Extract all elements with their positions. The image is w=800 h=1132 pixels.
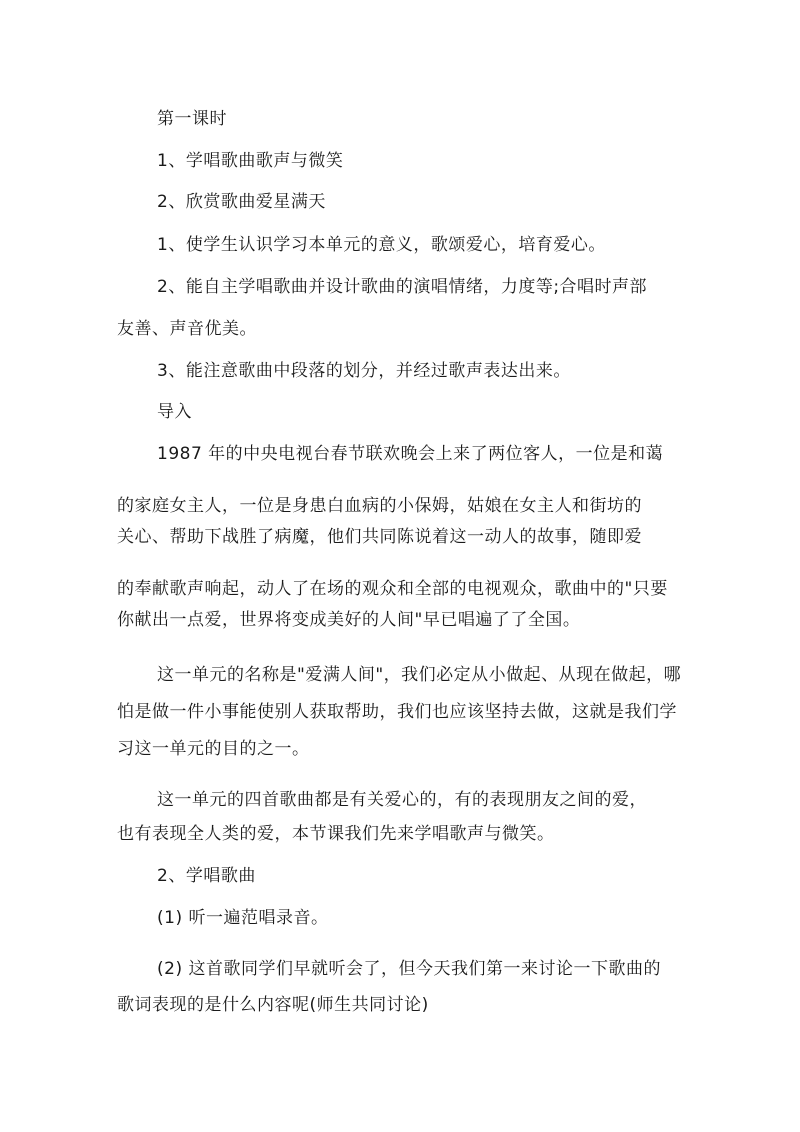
section-heading-learn-song: 2、学唱歌曲 [157,866,256,886]
objective-2: 2、能自主学唱歌曲并设计歌曲的演唱情绪，力度等;合唱时声部 [157,277,648,297]
intro-paragraph-line-3: 关心、帮助下战胜了病魔，他们共同陈说着这一动人的故事，随即爱 [117,527,642,547]
step-2-line-2: 歌词表现的是什么内容呢(师生共同讨论) [117,995,429,1015]
unit-paragraph-line-2: 怕是做一件小事能使别人获取帮助，我们也应该坚持去做，这就是我们学 [117,702,677,722]
objective-2-continued: 友善、声音优美。 [117,319,257,339]
songs-paragraph-line-2: 也有表现全人类的爱，本节课我们先来学唱歌声与微笑。 [117,824,555,844]
intro-paragraph-line-5: 你献出一点爱，世界将变成美好的人间"早已唱遍了了全国。 [117,610,581,630]
step-1: (1) 听一遍范唱录音。 [157,908,329,928]
lesson-title: 第一课时 [157,109,227,129]
unit-paragraph-line-3: 习这一单元的目的之一。 [117,739,310,759]
step-2-line-1: (2) 这首歌同学们早就听会了，但今天我们第一来讨论一下歌曲的 [157,959,661,979]
objective-3: 3、能注意歌曲中段落的划分，并经过歌声表达出来。 [157,361,571,381]
intro-paragraph-line-2: 的家庭女主人，一位是身患白血病的小保姆，姑娘在女主人和街坊的 [117,496,642,516]
objective-1: 1、使学生认识学习本单元的意义，歌颂爱心，培育爱心。 [157,235,606,255]
unit-paragraph-line-1: 这一单元的名称是"爱满人间"，我们必定从小做起、从现在做起，哪 [157,665,682,685]
section-heading-intro: 导入 [157,402,192,422]
list-item-song-learning: 1、学唱歌曲歌声与微笑 [157,151,344,171]
intro-paragraph-line-1: 1987 年的中央电视台春节联欢晚会上来了两位客人，一位是和蔼 [157,444,664,464]
songs-paragraph-line-1: 这一单元的四首歌曲都是有关爱心的，有的表现朋友之间的爱， [157,790,647,810]
intro-paragraph-line-4: 的奉献歌声响起，动人了在场的观众和全部的电视观众，歌曲中的"只要 [117,579,668,599]
list-item-song-appreciation: 2、欣赏歌曲爱星满天 [157,192,326,212]
